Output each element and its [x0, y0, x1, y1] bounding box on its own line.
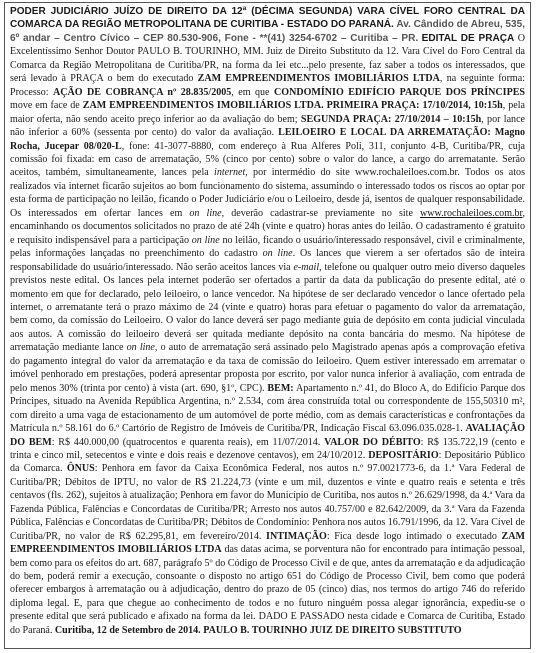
text-segment: , o auto de arrematação será assinado pelo Magistrado apenas após a comprovação efetiva do pagamento integral do valor da arrematação e da taxa de comissão do leiloeiro. Quem estiver interessado em arrematar o imóvel penhorado em prestações, poderá apresentar proposta por escrito, por valor nunca inferior à avaliação, com entrada de pelo menos 30% (trinta por cento) à vista (art. 690, §1º, CPC).	[10, 342, 526, 394]
italic-term: on line	[191, 234, 220, 246]
case-number: AÇÃO DE COBRANÇA nº 28.835/2005	[52, 86, 232, 98]
auctioneer-heading: LEILOEIRO E LOCAL DA ARREMATAÇÃO: Magno Rocha, Jucepar 08/020-L	[10, 127, 525, 152]
depositary-text: : Depositário Público da Comarca.	[10, 449, 526, 475]
italic-term: e-mail	[293, 261, 320, 273]
date-place: Curitiba, 12 de Setembro de 2014.	[54, 624, 201, 636]
debt-text: : R$ 135.722,19 (cento e trinta e cinco mil, setecentos e vinte e dois reais e dezenove centavos), em 24/10/2012.	[10, 436, 526, 461]
second-auction-date: SEGUNDA PRAÇA: 27/10/2014 – 10:15h	[300, 113, 482, 125]
italic-term: internet	[214, 167, 246, 179]
court-heading: PODER JUDICIÁRIO JUÍZO DE DIREITO DA 12ª (DÉCIMA SEGUNDA) VARA CÍVEL FORO CENTRAL DA COMARCA DA REGIÃO METROPOLITANA DE CURITIBA - ESTADO DO PARANÁ.	[10, 6, 525, 31]
summons-heading: INTIMAÇÃO	[266, 530, 327, 542]
encumbrances-text: : Penhora em favor da Caixa Econômica Federal, nos autos n.º 97.0021773-6, da 1.ª Vara Federal de Curitiba/PR; Débitos de IPTU, no valor de R$ 21.224,73 (vinte e um mil, duzentos e vinte e quatro reais e setenta e três centavos (fls. 262), sujeitos à atualização; Penhora em favor do Município de Curitiba, nos autos n.º 26.629/1998, da 4.ª Vara da Fazenda Pública, Falências e Concordatas de Curitiba/PR; Arresto nos autos 40.757/00 e 82.642/2009, da 3.ª Vara da Fazenda Pública, Falências e Concordatas de Curitiba/PR; Débitos de Condomínio: Penhora nos autos 16.791/1996, da 12. Vara Cível de Curitiba/PR, no valor de R$ 62.295,81, em fevereiro/2014.	[10, 463, 525, 542]
first-auction-date: ZAM EMPREENDIMENTOS IMOBILIÁRIOS LTDA. PRIMEIRA PRAÇA: 17/10/2014, 10:15h	[82, 100, 503, 112]
text-segment: O Excelentíssimo Senhor Doutor PAULO B. TOURINHO, MM. Juiz de Direito Substituto da 12. Vara Cível do Foro Central da Comarca da Região Metropolitana de Curitiba/PR, na forma da lei etc...pelo presente, faz saber a todos os interessados, que será levado à PRAÇA o bem do executado	[10, 32, 526, 85]
text-segment: : Fica desde logo intimado o executado	[326, 530, 497, 542]
text-segment: , deverão cadastrar-se previamente no site	[221, 207, 413, 219]
judge-signature: PAULO B. TOURINHO JUIZ DE DIREITO SUBSTITUTO	[203, 624, 462, 636]
italic-term: on line	[189, 207, 222, 219]
depositary-heading: DEPOSITÁRIO	[368, 449, 439, 461]
text-segment: , telefone ou qualquer outro meio diverso daqueles previstos neste edital. Os lances pela internet poderão ser ofertados a partir da data da publicação do presente edital, até o momento em que for declarado, pelo leiloeiro, o lance vencedor. Na hipótese de ser declarado vencedor o lance ofertado pela internet, o arrematante terá o prazo máximo de 24 (vinte e quatro) horas para efetuar o pagamento do valor da arrematação, bem como, da comissão do Leiloeiro. O valor do lance deverá ser pago mediante guia de depósito em conta judicial vinculada aos autos. A comissão do leiloeiro deverá ser quitada mediante depósito na conta bancária do mesmo. Na hipótese de arrematação mediante lance	[10, 261, 525, 354]
executed-party: ZAM EMPREENDIMENTOS IMOBILIÁRIOS LTDA	[10, 530, 525, 556]
italic-term: on line	[126, 342, 155, 354]
text-segment: . Os lances que vierem a ser ofertados são de inteira responsabilidade do usuário/interessado. Não serão aceitos lances via	[10, 248, 526, 273]
court-address: Av. Cândido de Abreu, 535, 6º andar – Centro Cívico – CEP 80.530-906, Fone - **(41) 3254-6702 – Curitiba – PR.	[10, 19, 525, 44]
text-segment: , fone: 41-3077-8880, com endereço à Rua Alferes Poli, 311, conjunto 4-B, Curitiba/PR, cuja comissão foi fixada: em caso de arrematação, 5% (cinco por cento) sobre o valor do lance, a cargo do arrematante. Serão aceitos, também, simultaneamente, lances pela	[10, 140, 526, 179]
text-segment: , em que	[231, 86, 270, 98]
text-segment: , na seguinte forma: Processo:	[10, 73, 525, 98]
text-segment: move em face de	[10, 100, 80, 112]
encumbrances-heading: ÔNUS	[66, 463, 95, 475]
property-description: Apartamento n.º 41, do Bloco A, do Edifício Parque dos Príncipes, situado na Avenida República Argentina, n.º 2.534, com área construída total ou correspondente de 155,50310 m², com direito a uma vaga de estacionamento de um automóvel de porte médio, com as demais características e confrontações da Matrícula n.º 58.161 do 6.º Cartório de Registro de Imóveis de Curitiba/PR, Indicação Fiscal 63.096.035.028-1.	[10, 382, 525, 435]
executed-party: ZAM EMPREENDIMENTOS IMOBILIÁRIOS LTDA	[197, 73, 440, 85]
auctioneer-website-link[interactable]: www.rochaleiloes.com.br	[420, 207, 523, 219]
valuation-text: : R$ 440.000,00 (quatrocentos e quarenta reais), em 11/07/2014.	[51, 436, 321, 448]
valuation-heading: AVALIAÇÃO DO BEM	[10, 423, 526, 448]
notice-text	[10, 5, 525, 637]
text-segment: , pela maior oferta, não sendo aceito preço inferior ao da avaliação do bem;	[10, 100, 525, 125]
text-segment: , por intermédio do site www.rochaleiloes.com.br. Todos os atos realizados via internet ficarão sujeitos ao bom funcionamento do sistema, assumindo o interessado todos os riscos ao optar por esta forma de participação no leilão, ficando o Poder Judiciário e/ou o Leiloeiro, desde já, isentos de qualquer responsabilidade. Os interessados em ofertar lances em	[10, 167, 525, 219]
judicial-auction-notice	[4, 2, 531, 649]
summons-text: das datas acima, se porventura não for encontrado para intimação pessoal, bem como para os efeitos do art. 687, parágrafo 5º do Código de Processo Civil e de que, antes da arrematação e da adjudicação do bem, poderá remir a execução, consoante o disposto no artigo 651 do Código de Processo Civil, bem como que poderá oferecer embargos à arrematação ou à adjudicação, dentro do prazo de 05 (cinco) dias, nos termos do artigo 746 do referido diploma legal. E, para que chegue ao conhecimento de todos e no futuro ninguém possa alegar ignorância, expediu-se o presente edital que será publicado e afixado na forma da lei. DADO E PASSADO nesta cidade e Comarca de Curitiba, Estado do Paraná.	[10, 544, 525, 636]
text-segment: no leilão, ficando o usuário/interessado responsável, civil e criminalmente, pelas informações lançadas no preenchimento do cadastro	[10, 234, 526, 260]
italic-term: on line	[262, 248, 293, 260]
plaintiff: CONDOMÍNIO EDIFÍCIO PARQUE DOS PRÍNCIPES	[274, 86, 525, 98]
debt-heading: VALOR DO DÉBITO	[324, 436, 421, 448]
text-segment: , encaminhando os documentos solicitados no prazo de até 24h (vinte e quatro) horas antes do leilão. O cadastramento é gratuito e requisito indispensável para a participação	[10, 207, 526, 246]
property-heading: BEM:	[267, 382, 294, 394]
text-segment: , por lance não inferior a 60% (sessenta por cento) do valor da avaliação.	[10, 113, 525, 139]
edital-title: EDITAL DE PRAÇA	[421, 32, 515, 44]
